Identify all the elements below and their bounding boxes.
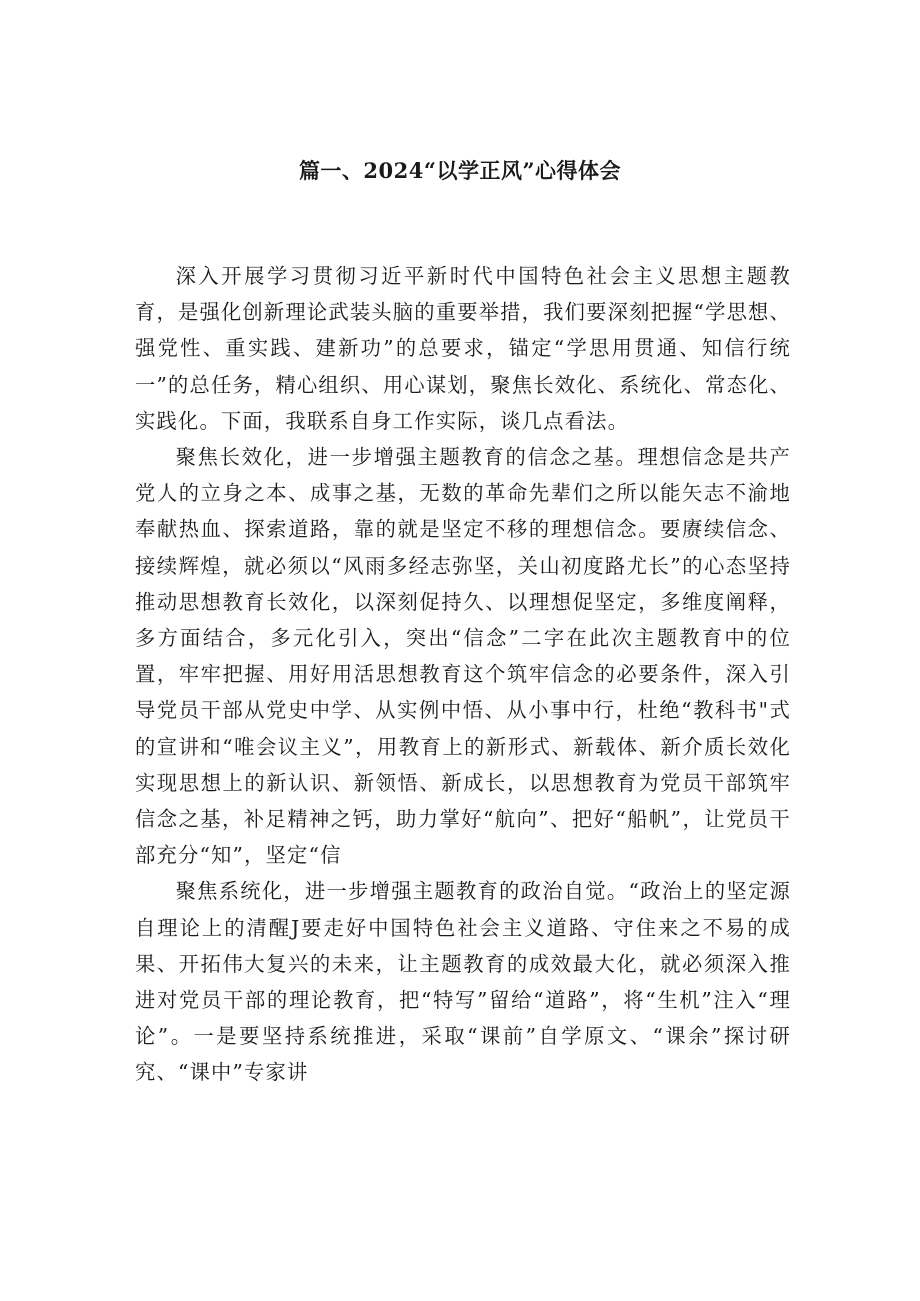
paragraph-long-term: 聚焦长效化，进一步增强主题教育的信念之基。理想信念是共产党人的立身之本、成事之基，无数的革命先辈们之所以能矢志不渝地奉献热血、探索道路，靠的就是坚定不移的理想信念。要赓续信念、接续辉煌，就必须以“风雨多经志弥坚，关山初度路尤长”的心态坚持推动思想教育长效化，以深刻促持久、以理想促坚定，多维度阐释，多方面结合，多元化引入，突出“信念”二字在此次主题教育中的位置，牢牢把握、用好用活思想教育这个筑牢信念的必要条件，深入引导党员干部从党史中学、从实例中悟、从小事中行，杜绝“教科书"式的宣讲和“唯会议主义”，用教育上的新形式、新载体、新介质长效化实现思想上的新认识、新领悟、新成长，以思想教育为党员干部筑牢信念之基，补足精神之钙，助力掌好“航向”、把好“船帆”，让党员干部充分“知”，坚定“信 — [135, 445, 791, 868]
document-body — [135, 258, 791, 1091]
paragraph-systematic: 聚焦系统化，进一步增强主题教育的政治自觉。“政治上的坚定源自理论上的清醒J要走好中国特色社会主义道路、守住来之不易的成果、开拓伟大复兴的未来，让主题教育的成效最大化，就必须深入推进对党员干部的理论教育，把“特写”留给“道路”，将“生机”注入“理论”。一是要坚持系统推进，采取“课前”自学原文、“课余”探讨研究、“课中”专家讲 — [135, 879, 791, 1085]
document-title: 篇一、2024“以学正风”心得体会 — [298, 158, 622, 183]
paragraph-intro: 深入开展学习贯彻习近平新时代中国特色社会主义思想主题教育，是强化创新理论武装头脑的重要举措，我们要深刻把握“学思想、强党性、重实践、建新功”的总要求，锚定“学思用贯通、知信行统一”的总任务，精心组织、用心谋划，聚焦长效化、系统化、常态化、实践化。下面，我联系自身工作实际，谈几点看法。 — [135, 264, 792, 433]
